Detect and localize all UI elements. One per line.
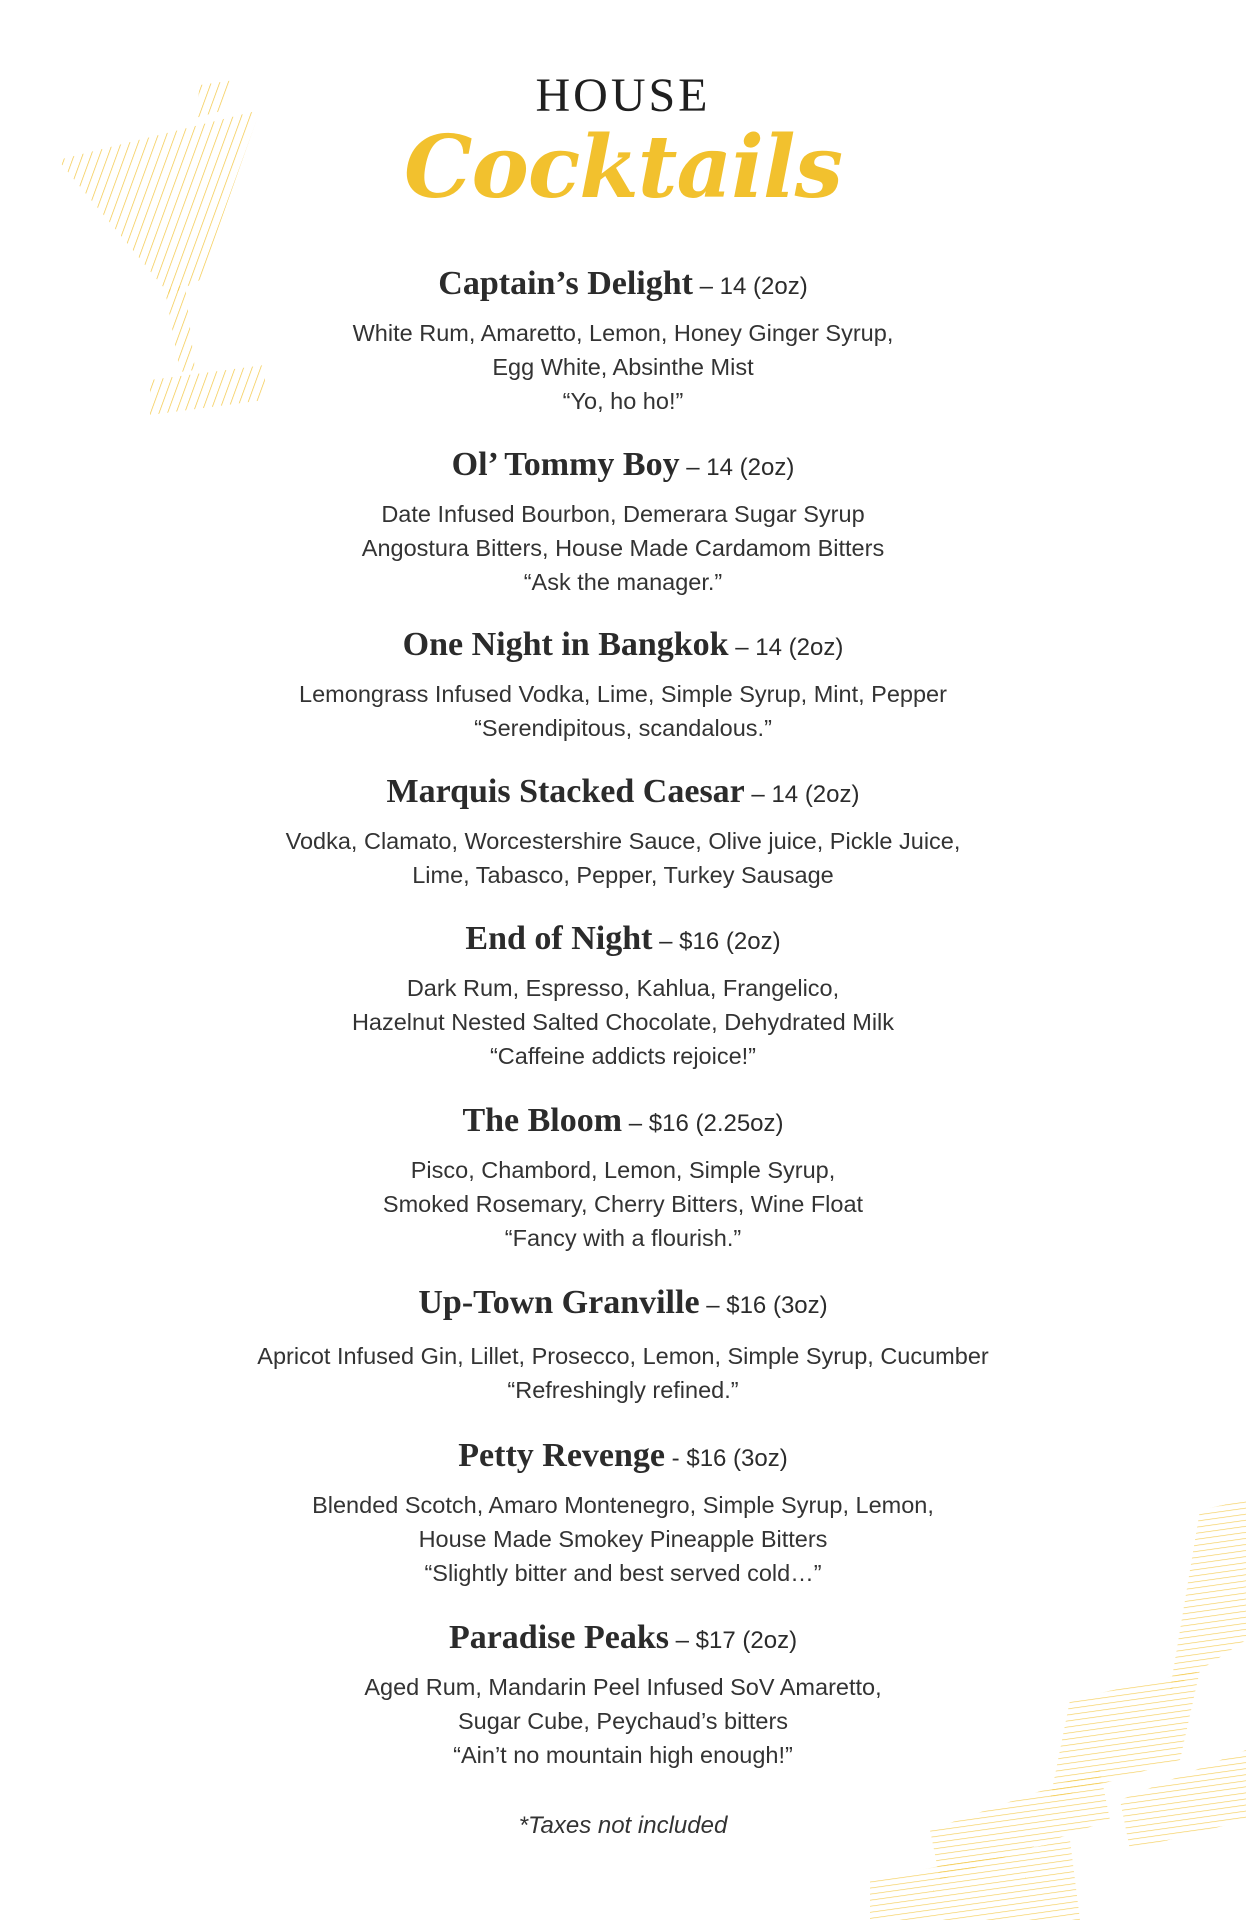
tagline: “Slightly bitter and best served cold…” <box>424 1560 822 1586</box>
price-separator: – <box>744 781 772 808</box>
cocktail-price: $16 (3oz) <box>686 1445 788 1472</box>
price-separator: – <box>652 928 680 955</box>
ingredient-line: House Made Smokey Pineapple Bitters <box>418 1526 828 1552</box>
tagline: “Fancy with a flourish.” <box>504 1225 742 1251</box>
cocktail-item <box>0 1099 1246 1255</box>
menu-header <box>0 69 1246 218</box>
ingredient-line: Lime, Tabasco, Pepper, Turkey Sausage <box>412 862 834 888</box>
ingredient-line: Lemongrass Infused Vodka, Lime, Simple Syrup, Mint, Pepper <box>299 681 947 707</box>
tagline: “Caffeine addicts rejoice!” <box>489 1043 757 1069</box>
ingredient-line: Pisco, Chambord, Lemon, Simple Syrup, <box>410 1157 836 1183</box>
cocktail-name: End of Night <box>465 920 653 957</box>
price-separator: – <box>699 1292 727 1319</box>
price-separator: – <box>728 634 756 661</box>
ingredient-line: Angostura Bitters, House Made Cardamom Bitters <box>361 535 885 561</box>
ingredient-line: Egg White, Absinthe Mist <box>492 354 754 380</box>
header-cocktails: Cocktails <box>404 117 842 218</box>
cocktail-name: Up-Town Granville <box>418 1284 700 1321</box>
ingredient-line: Sugar Cube, Peychaud’s bitters <box>457 1708 789 1734</box>
cocktail-name: One Night in Bangkok <box>402 626 729 663</box>
ingredient-line: Date Infused Bourbon, Demerara Sugar Syrup <box>381 501 865 527</box>
cocktail-name: Ol’ Tommy Boy <box>451 446 680 483</box>
cocktail-item <box>0 443 1246 599</box>
cocktail-name: Marquis Stacked Caesar <box>386 773 745 810</box>
price-separator: – <box>668 1627 696 1654</box>
cocktail-item <box>0 623 1246 745</box>
cocktail-name: Captain’s Delight <box>438 265 693 302</box>
ingredient-line: Dark Rum, Espresso, Kahlua, Frangelico, <box>406 975 840 1001</box>
cocktail-name: Paradise Peaks <box>448 1619 669 1656</box>
price-separator: – <box>622 1110 649 1137</box>
cocktail-name: The Bloom <box>462 1102 623 1139</box>
cocktail-price: 14 (2oz) <box>771 781 860 808</box>
cocktail-item <box>0 917 1246 1073</box>
ingredient-line: Apricot Infused Gin, Lillet, Prosecco, Lemon, Simple Syrup, Cucumber <box>257 1343 989 1369</box>
tagline: “Ask the manager.” <box>523 569 723 595</box>
ingredient-line: Aged Rum, Mandarin Peel Infused SoV Amaretto, <box>364 1674 882 1700</box>
ingredient-line: Vodka, Clamato, Worcestershire Sauce, Olive juice, Pickle Juice, <box>285 828 961 854</box>
cocktail-name: Petty Revenge <box>458 1437 666 1474</box>
cocktail-price: 14 (2oz) <box>719 273 808 300</box>
cocktail-price: 14 (2oz) <box>755 634 844 661</box>
cocktail-price: $17 (2oz) <box>695 1627 798 1654</box>
tagline: “Yo, ho ho!” <box>562 388 684 414</box>
cocktail-item <box>0 1616 1246 1772</box>
ingredient-line: White Rum, Amaretto, Lemon, Honey Ginger Syrup, <box>352 320 894 346</box>
cocktail-item <box>0 770 1246 892</box>
tagline: “Serendipitous, scandalous.” <box>474 715 772 741</box>
cocktail-item <box>0 1281 1246 1407</box>
cocktail-item <box>0 1434 1246 1590</box>
price-separator: – <box>692 273 720 300</box>
header-house: HOUSE <box>535 69 711 122</box>
price-separator: – <box>679 454 707 481</box>
cocktail-price: $16 (2oz) <box>679 928 781 955</box>
taxes-note: *Taxes not included <box>518 1812 728 1839</box>
ingredient-line: Hazelnut Nested Salted Chocolate, Dehydrated Milk <box>351 1009 895 1035</box>
cocktail-price: 14 (2oz) <box>706 454 795 481</box>
tagline: “Ain’t no mountain high enough!” <box>453 1742 793 1768</box>
tagline: “Refreshingly refined.” <box>507 1377 739 1403</box>
cocktail-item <box>0 262 1246 418</box>
cocktail-price: $16 (3oz) <box>726 1292 828 1319</box>
cocktail-price: $16 (2.25oz) <box>648 1110 784 1137</box>
ingredient-line: Smoked Rosemary, Cherry Bitters, Wine Float <box>382 1191 864 1217</box>
ingredient-line: Blended Scotch, Amaro Montenegro, Simple Syrup, Lemon, <box>312 1492 934 1518</box>
price-separator: - <box>665 1445 687 1472</box>
